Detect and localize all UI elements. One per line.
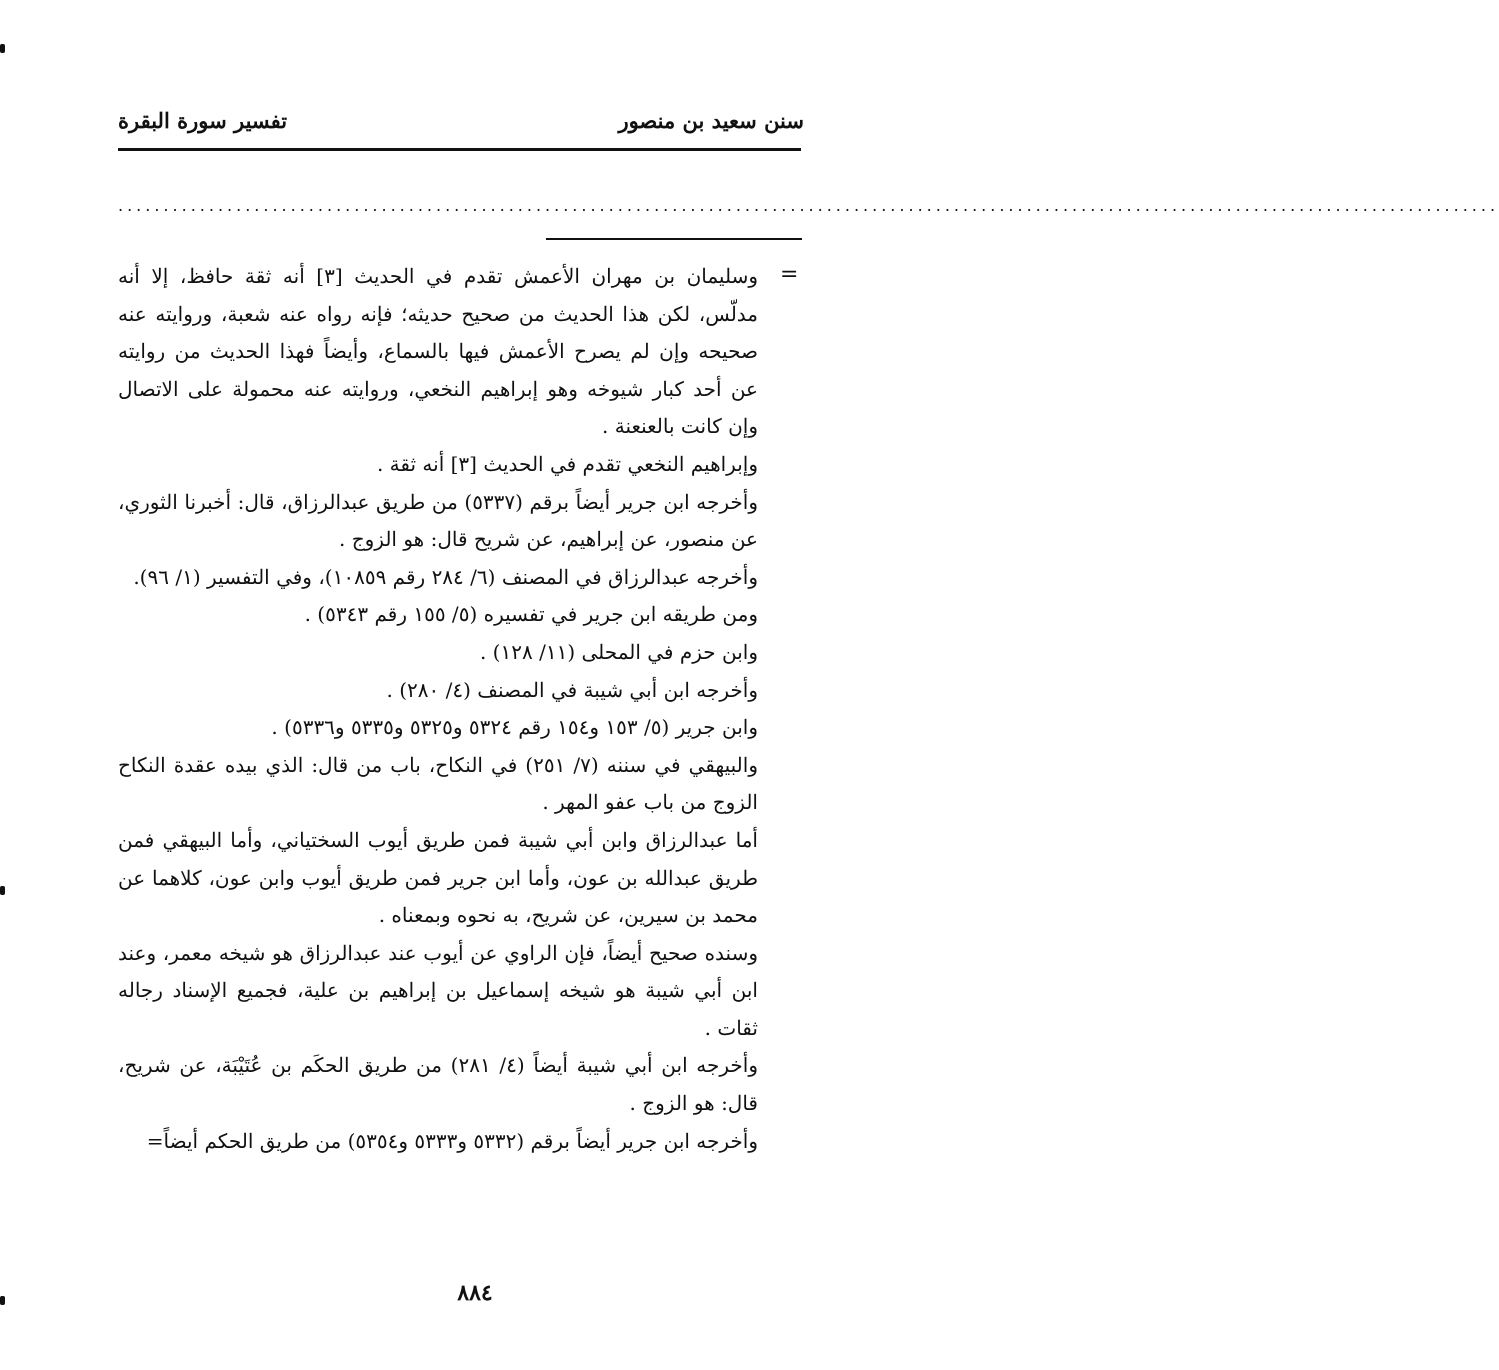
footnote-paragraph: أما عبدالرزاق وابن أبي شيبة فمن طريق أيوب السختياني، وأما البيهقي فمن طريق عبدالله بن عون، وأما ابن جرير فمن طريق أيوب وابن عون، كلاهما عن محمد بن سيرين، عن شريح، به نحوه وبمعناه .	[118, 827, 758, 928]
footnote-paragraph: وإبراهيم النخعي تقدم في الحديث [٣] أنه ثقة .	[376, 451, 758, 476]
footnote-paragraph: وسنده صحيح أيضاً، فإن الراوي عن أيوب عند عبدالرزاق هو شيخه معمر، وعند ابن أبي شيبة هو شيخه إسماعيل بن إبراهيم بن علية، فجميع الإسناد رجاله ثقات .	[118, 940, 758, 1040]
footnote-paragraph: وابن حزم في المحلى (١١/ ١٢٨) .	[479, 639, 758, 664]
scan-speck	[0, 1296, 5, 1305]
footnote-paragraph: وأخرجه ابن جرير أيضاً برقم (٥٣٣٢ و٥٣٣٣ و٥٣٥٤) من طريق الحكم أيضاً=	[146, 1128, 758, 1153]
page-number: ٨٨٤	[457, 1280, 493, 1306]
footnote-paragraph: وابن جرير (٥/ ١٥٣ و١٥٤ رقم ٥٣٢٤ و٥٣٢٥ و٥٣٣٥ و٥٣٣٦) .	[271, 715, 758, 740]
footnote-paragraph: ومن طريقه ابن جرير في تفسيره (٥/ ١٥٥ رقم ٥٣٤٣) .	[304, 602, 758, 627]
footnote-paragraph: وأخرجه ابن أبي شيبة في المصنف (٤/ ٢٨٠) .	[386, 677, 758, 702]
footnote-paragraph: وأخرجه عبدالرزاق في المصنف (٦/ ٢٨٤ رقم ١٠٨٥٩)، وفي التفسير (١/ ٩٦).	[133, 564, 758, 589]
scan-speck	[0, 44, 5, 53]
footnote-paragraph: وسليمان بن مهران الأعمش تقدم في الحديث [٣] أنه ثقة حافظ، إلا أنه مدلّس، لكن هذا الحديث من صحيح حديثه؛ فإنه رواه عنه شعبة، وروايته عنه صحيحه وإن لم يصرح الأعمش فيها بالسماع، وأيضاً فهذا الحديث من روايته عن أحد كبار شيوخه وهو إبراهيم النخعي، وروايته عنه محمولة على الاتصال وإن كانت بالعنعنة .	[118, 264, 758, 439]
continuation-mark: =	[780, 262, 799, 287]
footnote-body	[118, 258, 758, 1160]
scan-speck	[0, 886, 5, 895]
footnote-paragraph: والبيهقي في سننه (٧/ ٢٥١) في النكاح، باب من قال: الذي بيده عقدة النكاح الزوج من باب عفو المهر .	[118, 752, 758, 815]
running-header-section-title: تفسير سورة البقرة	[118, 108, 288, 133]
footnote-paragraph: وأخرجه ابن جرير أيضاً برقم (٥٣٣٧) من طريق عبدالرزاق، قال: أخبرنا الثوري، عن منصور، عن إبراهيم، عن شريح قال: هو الزوج .	[118, 489, 758, 552]
footnote-paragraph: وأخرجه ابن أبي شيبة أيضاً (٤/ ٢٨١) من طريق الحكَم بن عُتَيْبَة، عن شريح، قال: هو الزوج .	[118, 1053, 758, 1116]
dotted-separator: ........................................................................................................................................................	[118, 196, 1499, 215]
header-rule	[118, 148, 801, 151]
running-header-book-title: سنن سعيد بن منصور	[618, 108, 804, 133]
footnote-rule	[546, 238, 802, 240]
